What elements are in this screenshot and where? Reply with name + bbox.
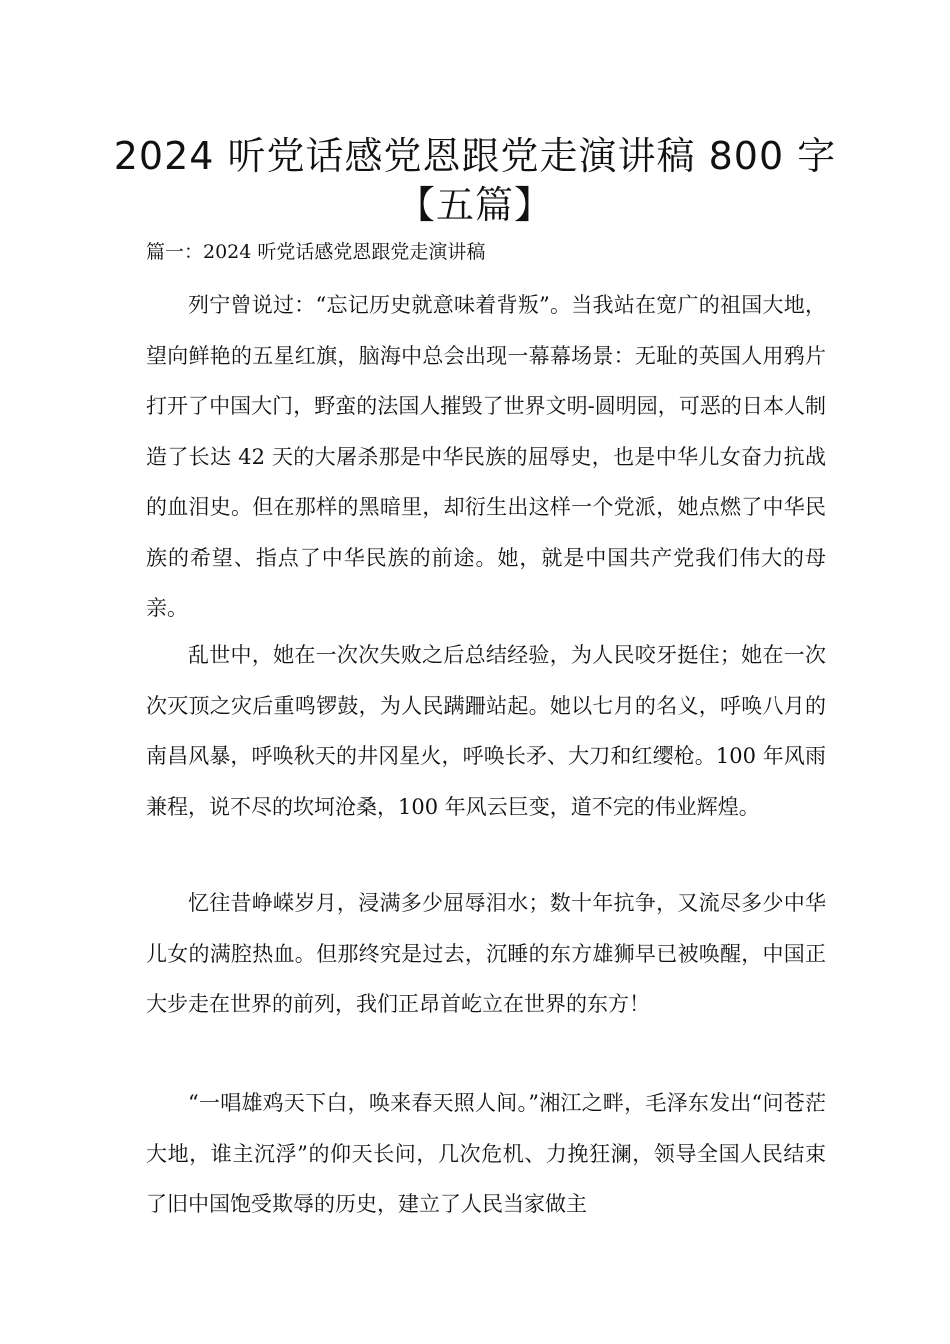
section-heading: 篇一：2024 听党话感党恩跟党走演讲稿 <box>146 241 486 263</box>
paragraph-2: 乱世中，她在一次次失败之后总结经验，为人民咬牙挺住；她在一次次灭顶之灾后重鸣锣鼓，为人民蹒跚站起。她以七月的名义，呼唤八月的南昌风暴，呼唤秋天的井冈星火，呼唤长矛、大刀和红缨枪。100 年风雨兼程，说不尽的坎坷沧桑，100 年风云巨变，道不完的伟业辉煌。 <box>146 643 826 819</box>
paragraph-1: 列宁曾说过：“忘记历史就意味着背叛”。当我站在宽广的祖国大地，望向鲜艳的五星红旗，脑海中总会出现一幕幕场景：无耻的英国人用鸦片打开了中国大门，野蛮的法国人摧毁了世界文明-圆明园，可恶的日本人制造了长达 42 天的大屠杀那是中华民族的屈辱史，也是中华儿女奋力抗战的血泪史。但在那样的黑暗里，却衍生出这样一个党派，她点燃了中华民族的希望、指点了中华民族的前途。她，就是中国共产党我们伟大的母亲。 <box>146 293 826 620</box>
document-title-line-2: 【五篇】 <box>396 183 553 227</box>
paragraph-3: 忆往昔峥嵘岁月，浸满多少屈辱泪水；数十年抗争，又流尽多少中华儿女的满腔热血。但那终究是过去，沉睡的东方雄狮早已被唤醒，中国正大步走在世界的前列，我们正昂首屹立在世界的东方！ <box>146 891 826 1016</box>
document-title-line-1: 2024 听党话感党恩跟党走演讲稿 800 字 <box>113 134 837 178</box>
paragraph-4: “一唱雄鸡天下白，唤来春天照人间。”湘江之畔，毛泽东发出“问苍茫大地，谁主沉浮”的仰天长问，几次危机、力挽狂澜，领导全国人民结束了旧中国饱受欺辱的历史，建立了人民当家做主 <box>146 1091 826 1216</box>
